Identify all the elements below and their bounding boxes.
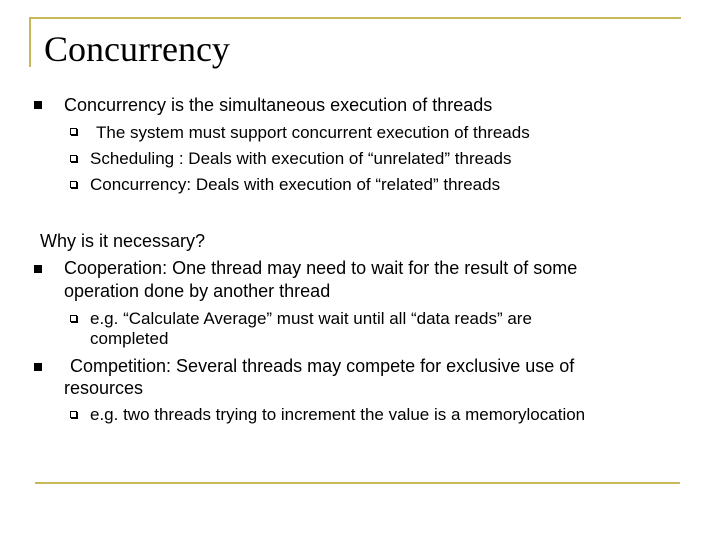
hollow-square-bullet-icon (70, 315, 77, 322)
section-question: Why is it necessary? (40, 231, 206, 251)
hollow-square-bullet-icon (70, 155, 77, 162)
square-bullet-icon (34, 363, 42, 371)
hollow-square-bullet-icon (70, 181, 77, 188)
bullet-text: Concurrency is the simultaneous execution of threads (64, 95, 493, 115)
square-bullet-icon (34, 265, 42, 273)
sub-bullet-text: The system must support concurrent execution of threads (96, 123, 530, 142)
square-bullet-icon (34, 101, 42, 109)
frame-left-border (29, 17, 31, 67)
sub-bullet-text: Scheduling : Deals with execution of “unrelated” threads (90, 149, 512, 168)
bullet-text-continued: resources (64, 378, 144, 398)
bullet-text-continued: operation done by another thread (64, 281, 331, 301)
sub-bullet-text: e.g. two threads trying to increment the value is a memorylocation (90, 405, 586, 424)
sub-bullet-text-continued: completed (90, 329, 169, 348)
hollow-square-bullet-icon (70, 128, 77, 135)
sub-bullet-text: e.g. “Calculate Average” must wait until all “data reads” are (90, 309, 532, 328)
frame-bottom-border (35, 482, 680, 484)
bullet-text: Cooperation: One thread may need to wait for the result of some (64, 258, 578, 278)
hollow-square-bullet-icon (70, 411, 77, 418)
bullet-text: Competition: Several threads may compete for exclusive use of (70, 356, 575, 376)
sub-bullet-text: Concurrency: Deals with execution of “related” threads (90, 175, 501, 194)
slide-title: Concurrency (44, 29, 230, 69)
frame-top-border (29, 17, 681, 19)
